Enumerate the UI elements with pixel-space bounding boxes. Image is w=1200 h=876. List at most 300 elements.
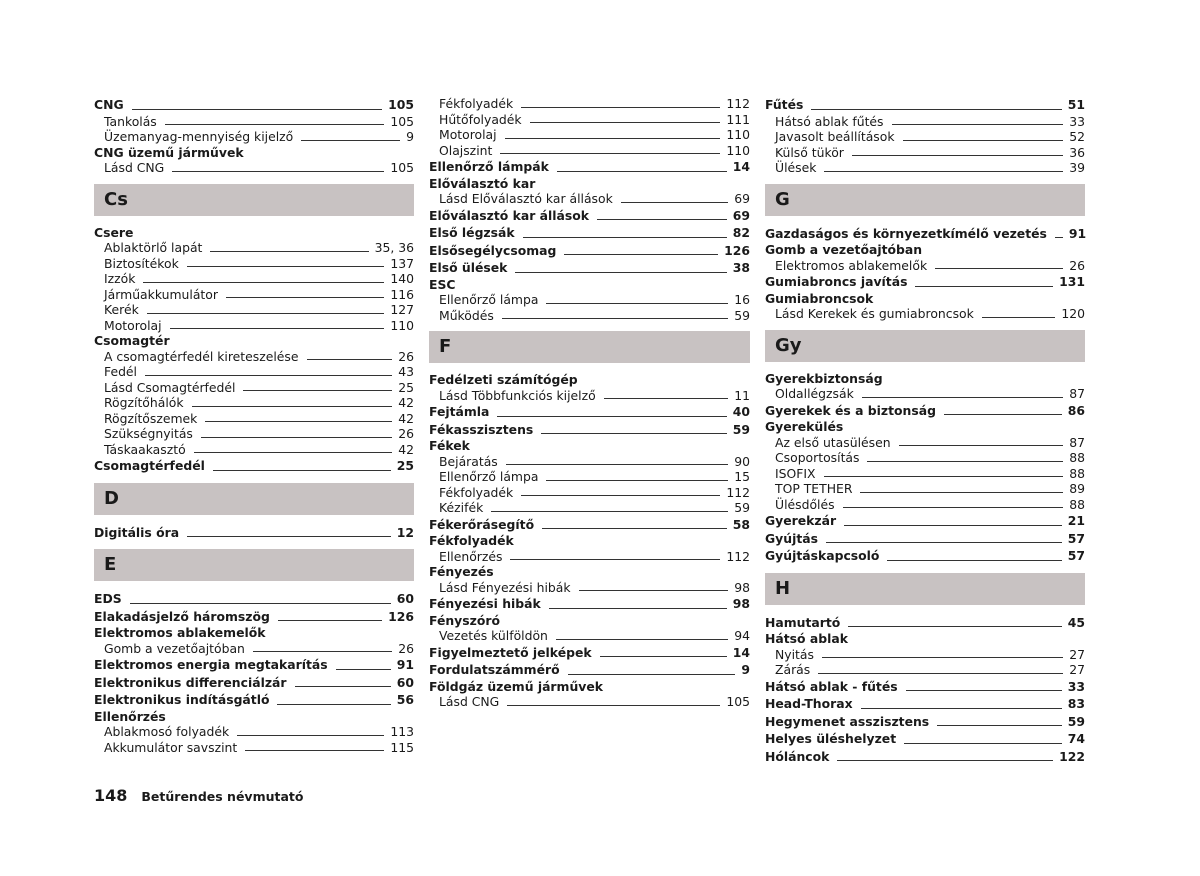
index-entry	[94, 96, 414, 114]
page-ref: 69	[734, 191, 750, 206]
leader-line	[145, 375, 392, 376]
page-ref: 86	[1067, 402, 1085, 418]
page-ref: 59	[1067, 713, 1085, 729]
index-subentry	[765, 114, 1085, 130]
page-ref: 52	[1069, 129, 1085, 144]
leader-line	[944, 414, 1062, 415]
page-ref: 105	[390, 113, 414, 129]
index-entry	[765, 225, 1085, 243]
page-ref: 58	[732, 516, 750, 532]
index-subentry	[765, 435, 1085, 451]
index-subentry	[94, 349, 414, 365]
entry-label: Üzemanyag-mennyiség kijelző	[104, 129, 294, 144]
entry-label: Elektronikus indításgátló	[94, 692, 270, 707]
leader-line	[497, 416, 726, 417]
entry-label: Hátsó ablak fűtés	[775, 113, 884, 129]
index-subentry	[94, 240, 414, 256]
page-ref: 69	[732, 207, 750, 223]
page-ref: 35, 36	[374, 240, 414, 255]
index-subentry	[765, 386, 1085, 402]
page-ref: 25	[398, 379, 414, 395]
leader-line	[237, 735, 384, 736]
index-subentry	[429, 112, 750, 128]
leader-line	[510, 559, 720, 560]
index-entry	[765, 273, 1085, 291]
entry-label: Lásd CNG	[439, 694, 500, 709]
index-subentry	[94, 395, 414, 411]
index-entry	[429, 224, 750, 242]
leader-line	[170, 328, 385, 329]
page-ref: 38	[732, 260, 750, 275]
index-subentry	[429, 127, 750, 143]
page-ref: 57	[1067, 530, 1085, 546]
index-entry	[429, 516, 750, 534]
entry-label: Elektronikus differenciálzár	[94, 674, 287, 690]
leader-line	[564, 254, 718, 255]
leader-line	[295, 686, 391, 687]
leader-line	[935, 268, 1063, 269]
index-subentry	[94, 287, 414, 303]
page-ref: 26	[398, 640, 414, 656]
index-entry	[94, 674, 414, 692]
page-ref: 21	[1067, 513, 1085, 528]
entry-label: Elakadásjelző háromszög	[94, 608, 270, 624]
page-ref: 12	[396, 524, 414, 540]
leader-line	[132, 109, 382, 110]
entry-label: Biztosítékok	[104, 255, 179, 271]
index-subentry	[94, 411, 414, 427]
section-title: Betűrendes névmutató	[141, 789, 304, 804]
leader-line	[837, 760, 1053, 761]
index-subentry	[429, 454, 750, 470]
entry-label: Ablaktörlő lapát	[104, 240, 203, 255]
leader-line	[130, 603, 391, 604]
entry-label: Ellenőrző lámpa	[439, 469, 539, 484]
leader-line	[210, 251, 368, 252]
page-ref: 60	[396, 674, 414, 690]
leader-line	[213, 470, 391, 471]
page-ref: 115	[390, 739, 414, 755]
page-ref: 116	[390, 286, 414, 302]
leader-line	[147, 313, 385, 314]
leader-line	[546, 303, 728, 304]
index-subentry	[765, 647, 1085, 663]
entry-label: Gazdaságos és környezetkímélő vezetés	[765, 225, 1047, 241]
leader-line	[818, 673, 1063, 674]
index-subentry	[94, 256, 414, 272]
index-heading: ESC	[429, 276, 456, 292]
entry-label: Gomb a vezetőajtóban	[104, 640, 245, 656]
entry-label: Lásd Kerekek és gumiabroncsok	[775, 306, 974, 321]
page-number: 148	[94, 786, 128, 805]
page-ref: 94	[734, 628, 750, 643]
index-subentry	[765, 466, 1085, 482]
page-ref: 45	[1067, 614, 1085, 630]
entry-label: Előválasztó kar állások	[429, 207, 589, 223]
entry-label: Az első utasülésen	[775, 434, 891, 450]
page-ref: 26	[398, 348, 414, 364]
page-ref: 16	[734, 292, 750, 307]
index-heading: Gomb a vezetőajtóban	[765, 242, 923, 257]
leader-line	[811, 109, 1061, 110]
index-subentry	[94, 129, 414, 145]
entry-label: Akkumulátor savszint	[104, 739, 238, 755]
leader-line	[502, 318, 728, 319]
index-heading: CNG üzemű járművek	[94, 144, 244, 160]
entry-label: Elektromos ablakemelők	[775, 257, 928, 273]
page-ref: 42	[398, 441, 414, 457]
page-ref: 83	[1067, 696, 1085, 711]
page-ref: 59	[734, 307, 750, 323]
leader-line	[542, 528, 727, 529]
leader-line	[243, 390, 392, 391]
leader-line	[192, 406, 393, 407]
entry-label: TOP TETHER	[775, 481, 853, 496]
index-subentry	[765, 145, 1085, 161]
page-ref: 42	[398, 395, 414, 410]
page-ref: 110	[726, 142, 750, 158]
leader-line	[530, 122, 721, 123]
leader-line	[253, 651, 392, 652]
page-ref: 27	[1069, 662, 1085, 677]
index-subentry	[429, 500, 750, 516]
entry-label: A csomagtérfedél kireteszelése	[104, 348, 299, 364]
page-ref: 137	[390, 255, 414, 271]
leader-line	[824, 476, 1064, 477]
leader-line	[899, 445, 1064, 446]
leader-line	[862, 397, 1063, 398]
entry-label: Elsősegélycsomag	[429, 242, 557, 258]
page-ref: 131	[1059, 274, 1085, 289]
index-entry	[429, 421, 750, 439]
page-ref: 11	[734, 387, 750, 403]
index-subentry	[765, 662, 1085, 678]
leader-line	[604, 398, 729, 399]
leader-line	[1055, 237, 1063, 238]
index-entry	[94, 608, 414, 626]
page-ref: 91	[1068, 225, 1087, 241]
leader-line	[848, 626, 1061, 627]
page-ref: 126	[724, 242, 750, 258]
index-subentry	[429, 580, 750, 596]
index-heading: Hátsó ablak	[765, 631, 848, 646]
index-entry	[94, 590, 414, 608]
entry-label: Oldallégzsák	[775, 386, 854, 401]
leader-line	[579, 590, 729, 591]
index-heading: Fedélzeti számítógép	[429, 372, 578, 387]
entry-label: Gumiabroncs javítás	[765, 274, 908, 289]
page-ref: 56	[396, 692, 414, 707]
entry-label: Fejtámla	[429, 404, 490, 419]
page-ref: 113	[390, 724, 414, 739]
index-subentry	[429, 694, 750, 710]
index-subentry	[94, 641, 414, 657]
index-subentry	[429, 388, 750, 404]
page-ref: 88	[1069, 450, 1085, 465]
entry-label: Fűtés	[765, 97, 804, 112]
page-ref: 110	[726, 127, 750, 142]
leader-line	[904, 743, 1062, 744]
index-subentry	[94, 160, 414, 176]
entry-label: Hóláncok	[765, 748, 830, 764]
entry-label: Bejáratás	[439, 453, 498, 469]
page-ref: 14	[732, 159, 750, 174]
entry-label: Járműakkumulátor	[104, 286, 218, 302]
page-ref: 98	[732, 596, 750, 611]
index-heading: Fényezés	[429, 564, 494, 579]
leader-line	[541, 433, 726, 434]
page-ref: 120	[1061, 306, 1085, 321]
index-heading: Földgáz üzemű járművek	[429, 678, 604, 694]
leader-line	[521, 107, 720, 108]
index-entry	[429, 242, 750, 260]
index-entry	[94, 524, 414, 542]
leader-line	[277, 704, 390, 705]
entry-label: Lásd Csomagtérfedél	[104, 379, 236, 395]
entry-label: Fékerőrásegítő	[429, 516, 535, 532]
leader-line	[245, 750, 384, 751]
entry-label: Ellenőrző lámpák	[429, 159, 549, 174]
entry-label: Digitális óra	[94, 524, 180, 540]
leader-line	[852, 155, 1063, 156]
leader-line	[822, 657, 1063, 658]
page-ref: 90	[734, 453, 750, 469]
index-column-2	[429, 96, 750, 710]
entry-label: Tankolás	[104, 113, 157, 129]
page-ref: 33	[1067, 678, 1085, 694]
entry-label: Fékasszisztens	[429, 421, 534, 437]
letter-section-header: Gy	[765, 330, 1085, 362]
index-heading: Előválasztó kar	[429, 175, 536, 191]
page-ref: 42	[398, 410, 414, 426]
page-ref: 59	[732, 421, 750, 437]
entry-label: Külső tükör	[775, 144, 844, 160]
entry-label: Lásd Fényezési hibák	[439, 579, 571, 595]
leader-line	[597, 219, 727, 220]
index-heading: Gyerekbiztonság	[765, 370, 883, 386]
entry-label: Első légzsák	[429, 225, 515, 240]
entry-label: Kerék	[104, 302, 139, 317]
leader-line	[906, 690, 1062, 691]
entry-label: Rögzítőhálók	[104, 395, 184, 410]
entry-label: Csoportosítás	[775, 450, 860, 465]
index-subentry	[94, 724, 414, 740]
letter-section-header: F	[429, 331, 750, 363]
page-ref: 87	[1069, 434, 1085, 450]
leader-line	[867, 461, 1063, 462]
leader-line	[826, 542, 1062, 543]
leader-line	[500, 153, 720, 154]
leader-line	[143, 282, 384, 283]
leader-line	[515, 272, 726, 273]
entry-label: Gyerekek és a biztonság	[765, 402, 936, 418]
page-ref: 15	[734, 469, 750, 484]
index-subentry	[765, 129, 1085, 145]
leader-line	[843, 507, 1064, 508]
page-ref: 88	[1069, 465, 1085, 481]
index-entry	[429, 158, 750, 176]
index-subentry	[429, 96, 750, 112]
leader-line	[506, 464, 728, 465]
index-subentry	[429, 191, 750, 207]
leader-line	[556, 639, 728, 640]
leader-line	[860, 492, 1063, 493]
letter-section-header: D	[94, 483, 414, 515]
page-ref: 105	[388, 97, 414, 112]
page-ref: 140	[390, 271, 414, 286]
index-entry	[765, 678, 1085, 696]
leader-line	[903, 140, 1064, 141]
index-subentry	[429, 549, 750, 565]
index-heading: Fékek	[429, 438, 470, 453]
index-heading: Elektromos ablakemelők	[94, 625, 266, 640]
page-ref: 105	[390, 160, 414, 175]
leader-line	[557, 171, 727, 172]
index-subentry	[94, 380, 414, 396]
entry-label: Fedél	[104, 364, 138, 379]
page-ref: 88	[1069, 496, 1085, 512]
index-subentry	[429, 308, 750, 324]
entry-label: Első ülések	[429, 260, 508, 275]
page-ref: 82	[732, 225, 750, 240]
index-entry	[765, 713, 1085, 731]
page-ref: 26	[398, 426, 414, 441]
page-ref: 89	[1069, 481, 1085, 496]
entry-label: Gyújtáskapcsoló	[765, 548, 880, 563]
leader-line	[336, 669, 391, 670]
entry-label: EDS	[94, 591, 122, 606]
index-heading: Csomagtér	[94, 333, 170, 348]
index-subentry	[94, 740, 414, 756]
index-subentry	[765, 258, 1085, 274]
index-entry	[765, 512, 1085, 530]
index-subentry	[429, 292, 750, 308]
page-ref: 27	[1069, 646, 1085, 662]
leader-line	[165, 124, 385, 125]
index-entry	[94, 656, 414, 674]
entry-label: Fékfolyadék	[439, 484, 514, 500]
leader-line	[507, 705, 720, 706]
entry-label: Olajszint	[439, 142, 493, 158]
index-entry	[765, 402, 1085, 420]
page-ref: 112	[726, 484, 750, 500]
leader-line	[824, 171, 1063, 172]
page-ref: 26	[1069, 257, 1085, 273]
index-subentry	[94, 271, 414, 287]
index-subentry	[765, 160, 1085, 176]
index-subentry	[429, 485, 750, 501]
entry-label: Hűtőfolyadék	[439, 111, 522, 127]
index-subentry	[94, 302, 414, 318]
entry-label: Működés	[439, 307, 494, 323]
letter-section-header: G	[765, 184, 1085, 216]
index-entry	[765, 730, 1085, 748]
page-ref: 43	[398, 364, 414, 379]
index-entry	[94, 691, 414, 709]
index-heading: Ellenőrzés	[94, 708, 166, 724]
leader-line	[301, 140, 400, 141]
entry-label: Csomagtérfedél	[94, 458, 205, 473]
index-subentry	[765, 481, 1085, 497]
leader-line	[194, 452, 393, 453]
entry-label: Javasolt beállítások	[775, 129, 895, 144]
page-ref: 112	[726, 96, 750, 111]
index-entry	[429, 661, 750, 679]
entry-label: Vezetés külföldön	[439, 628, 548, 643]
entry-label: ISOFIX	[775, 465, 816, 481]
leader-line	[568, 674, 736, 675]
index-entry	[94, 457, 414, 475]
index-heading: Fényszóró	[429, 612, 500, 628]
leader-line	[491, 511, 728, 512]
index-entry	[429, 259, 750, 277]
index-heading: Gumiabroncsok	[765, 290, 874, 306]
entry-label: Szükségnyitás	[104, 426, 193, 441]
leader-line	[600, 656, 727, 657]
index-subentry	[429, 469, 750, 485]
page-ref: 91	[396, 657, 414, 672]
entry-label: Fékfolyadék	[439, 96, 514, 111]
page-ref: 33	[1069, 113, 1085, 129]
index-entry	[765, 547, 1085, 565]
entry-label: Ellenőrző lámpa	[439, 292, 539, 307]
page-ref: 39	[1069, 160, 1085, 175]
leader-line	[187, 536, 391, 537]
page-ref: 111	[726, 111, 750, 127]
page-ref: 57	[1067, 548, 1085, 563]
leader-line	[915, 286, 1053, 287]
entry-label: Gyerekzár	[765, 513, 837, 528]
entry-label: Lásd Többfunkciós kijelző	[439, 387, 596, 403]
index-subentry	[94, 114, 414, 130]
leader-line	[861, 708, 1062, 709]
leader-line	[278, 620, 382, 621]
index-subentry	[94, 426, 414, 442]
entry-label: Ülések	[775, 160, 817, 175]
leader-line	[226, 297, 384, 298]
entry-label: Ellenőrzés	[439, 548, 503, 564]
leader-line	[892, 124, 1064, 125]
leader-line	[937, 725, 1062, 726]
leader-line	[546, 480, 728, 481]
leader-line	[201, 437, 392, 438]
entry-label: Táskaakasztó	[104, 441, 186, 457]
page-ref: 98	[734, 579, 750, 595]
index-heading: Fékfolyadék	[429, 533, 514, 548]
index-entry	[429, 644, 750, 662]
index-entry	[765, 530, 1085, 548]
entry-label: Ablakmosó folyadék	[104, 724, 230, 739]
index-subentry	[94, 364, 414, 380]
entry-label: Motorolaj	[104, 317, 162, 333]
page-ref: 112	[726, 548, 750, 564]
entry-label: Fényezési hibák	[429, 596, 541, 611]
entry-label: Zárás	[775, 662, 811, 677]
index-column-3	[765, 96, 1085, 765]
index-subentry	[94, 318, 414, 334]
leader-line	[523, 237, 727, 238]
page-ref: 126	[388, 608, 414, 624]
page-ref: 25	[396, 458, 414, 473]
index-subentry	[94, 442, 414, 458]
entry-label: Lásd Előválasztó kar állások	[439, 191, 613, 206]
page-footer	[94, 786, 303, 805]
leader-line	[307, 359, 393, 360]
entry-label: Gyújtás	[765, 530, 818, 546]
index-entry	[765, 748, 1085, 766]
index-subentry	[429, 143, 750, 159]
leader-line	[621, 202, 728, 203]
